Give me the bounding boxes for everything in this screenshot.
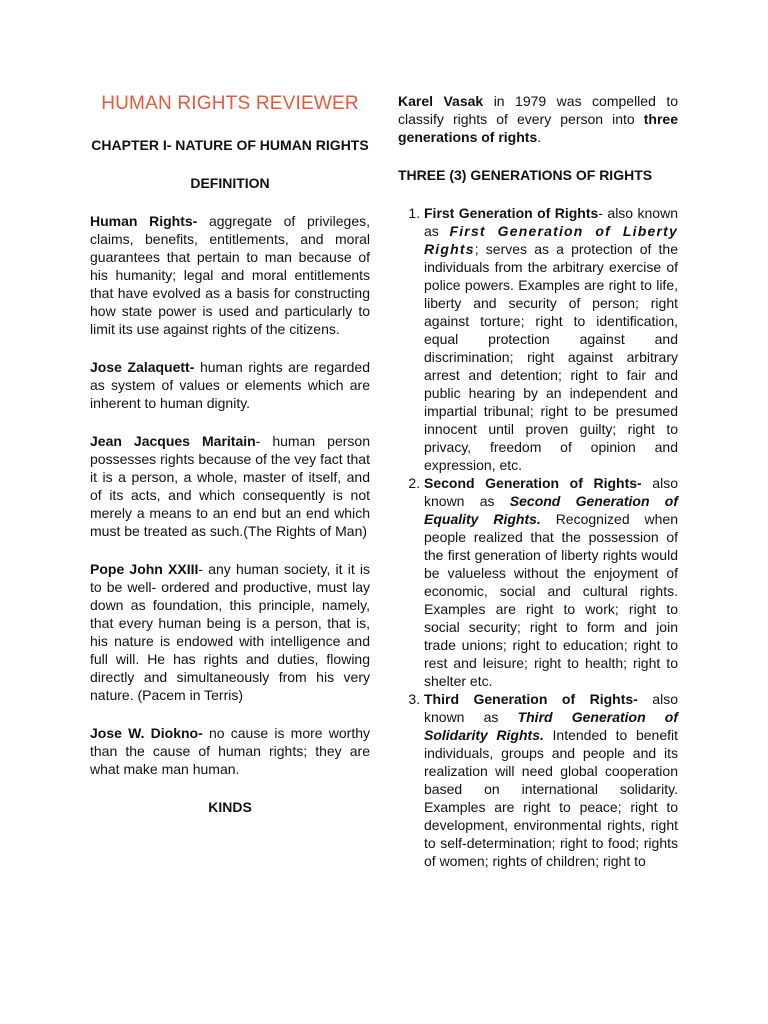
entry-zalaquett <box>90 358 370 412</box>
entry-pope-john <box>90 560 370 704</box>
vasak-intro <box>398 92 678 146</box>
kinds-heading: KINDS <box>208 799 252 815</box>
entry-text: - human person possesses rights because of the vey fact that it is a person, a whole, master of itself, and of its acts, and which consequently is not merely a means to an end but an end which must be treated as such.(The Rights of Man) <box>90 433 370 539</box>
generation-text: Recognized when people realized that the possession of the first generation of liberty rights would be valueless without the enjoyment of economic, social and cultural rights. Examples are right to work; right to social security; right to form and join trade unions; right to education; right to rest and leisure; right to health; right to shelter etc. <box>424 511 678 689</box>
generation-text: ; serves as a protection of the individuals from the arbitrary exercise of police powers. Examples are right to life, liberty and security of person; right against torture; right to identification, equal protection against and discrimination; right against arbitrary arrest and detention; right to fair and public hearing by an independent and impartial tribunal; right to be presumed innocent until proven guilty; right to privacy, freedom of opinion and expression, etc. <box>424 241 678 473</box>
entry-term: Human Rights- <box>90 213 198 229</box>
entry-maritain <box>90 432 370 540</box>
generations-list <box>398 204 678 870</box>
generation-term: Third Generation of Rights- <box>424 691 638 707</box>
right-column <box>398 92 678 870</box>
list-item-second-generation <box>424 474 678 690</box>
generation-term: First Generation of Rights <box>424 205 599 221</box>
generation-dash: also known as <box>424 475 678 509</box>
list-item-first-generation <box>424 204 678 474</box>
entry-term: Jose W. Diokno- <box>90 725 203 741</box>
entry-term: Jose Zalaquett- <box>90 359 195 375</box>
generation-dash: also known as <box>424 691 678 725</box>
generations-heading: THREE (3) GENERATIONS OF RIGHTS <box>398 167 653 183</box>
generation-text: Intended to benefit individuals, groups and people and its realization will need global cooperation based on international solidarity. Examples are right to peace; right to development, environmental rights, right to self-determination; right to food; rights of women; rights of children; right to <box>424 727 678 869</box>
intro-text: in 1979 was compelled to classify rights of every person into <box>398 93 679 127</box>
entry-text: aggregate of privileges, claims, benefits, entitlements, and moral guarantees that pertain to man because of his humanity; legal and moral entitlements that have evolved as a basis for constructing how state power is used and particularly to limit its use against rights of the citizens. <box>90 213 370 337</box>
entry-text: - any human society, it it is to be well- ordered and productive, must lay down as foundation, this principle, namely, that every human being is a person, that is, his nature is endowed with intelligence and full will. He has rights and duties, flowing directly and simultaneously from his very nature. (Pacem in Terris) <box>90 561 370 703</box>
document-title: HUMAN RIGHTS REVIEWER <box>101 93 359 114</box>
generation-term: Second Generation of Rights- <box>424 475 642 491</box>
chapter-heading: CHAPTER I- NATURE OF HUMAN RIGHTS <box>91 137 369 153</box>
generation-alias: Third Generation of Solidarity Rights. <box>424 709 678 743</box>
intro-bold-tail: three generations of rights <box>398 111 678 145</box>
entry-term: Pope John XXIII <box>90 561 199 577</box>
intro-term: Karel Vasak <box>398 93 484 109</box>
definition-heading: DEFINITION <box>190 175 270 191</box>
entry-text: human rights are regarded as system of values or elements which are inherent to human dignity. <box>90 359 370 411</box>
entry-diokno <box>90 724 370 778</box>
generation-alias: First Generation of Liberty Rights <box>424 223 678 257</box>
left-column <box>90 92 370 816</box>
entry-term: Jean Jacques Maritain <box>90 433 256 449</box>
generation-dash: - also known as <box>424 205 678 239</box>
entry-text: no cause is more worthy than the cause of human rights; they are what make man human. <box>90 725 371 777</box>
entry-human-rights <box>90 212 370 338</box>
intro-end: . <box>537 129 542 145</box>
generation-alias: Second Generation of Equality Rights. <box>424 493 678 527</box>
list-item-third-generation <box>424 690 678 870</box>
